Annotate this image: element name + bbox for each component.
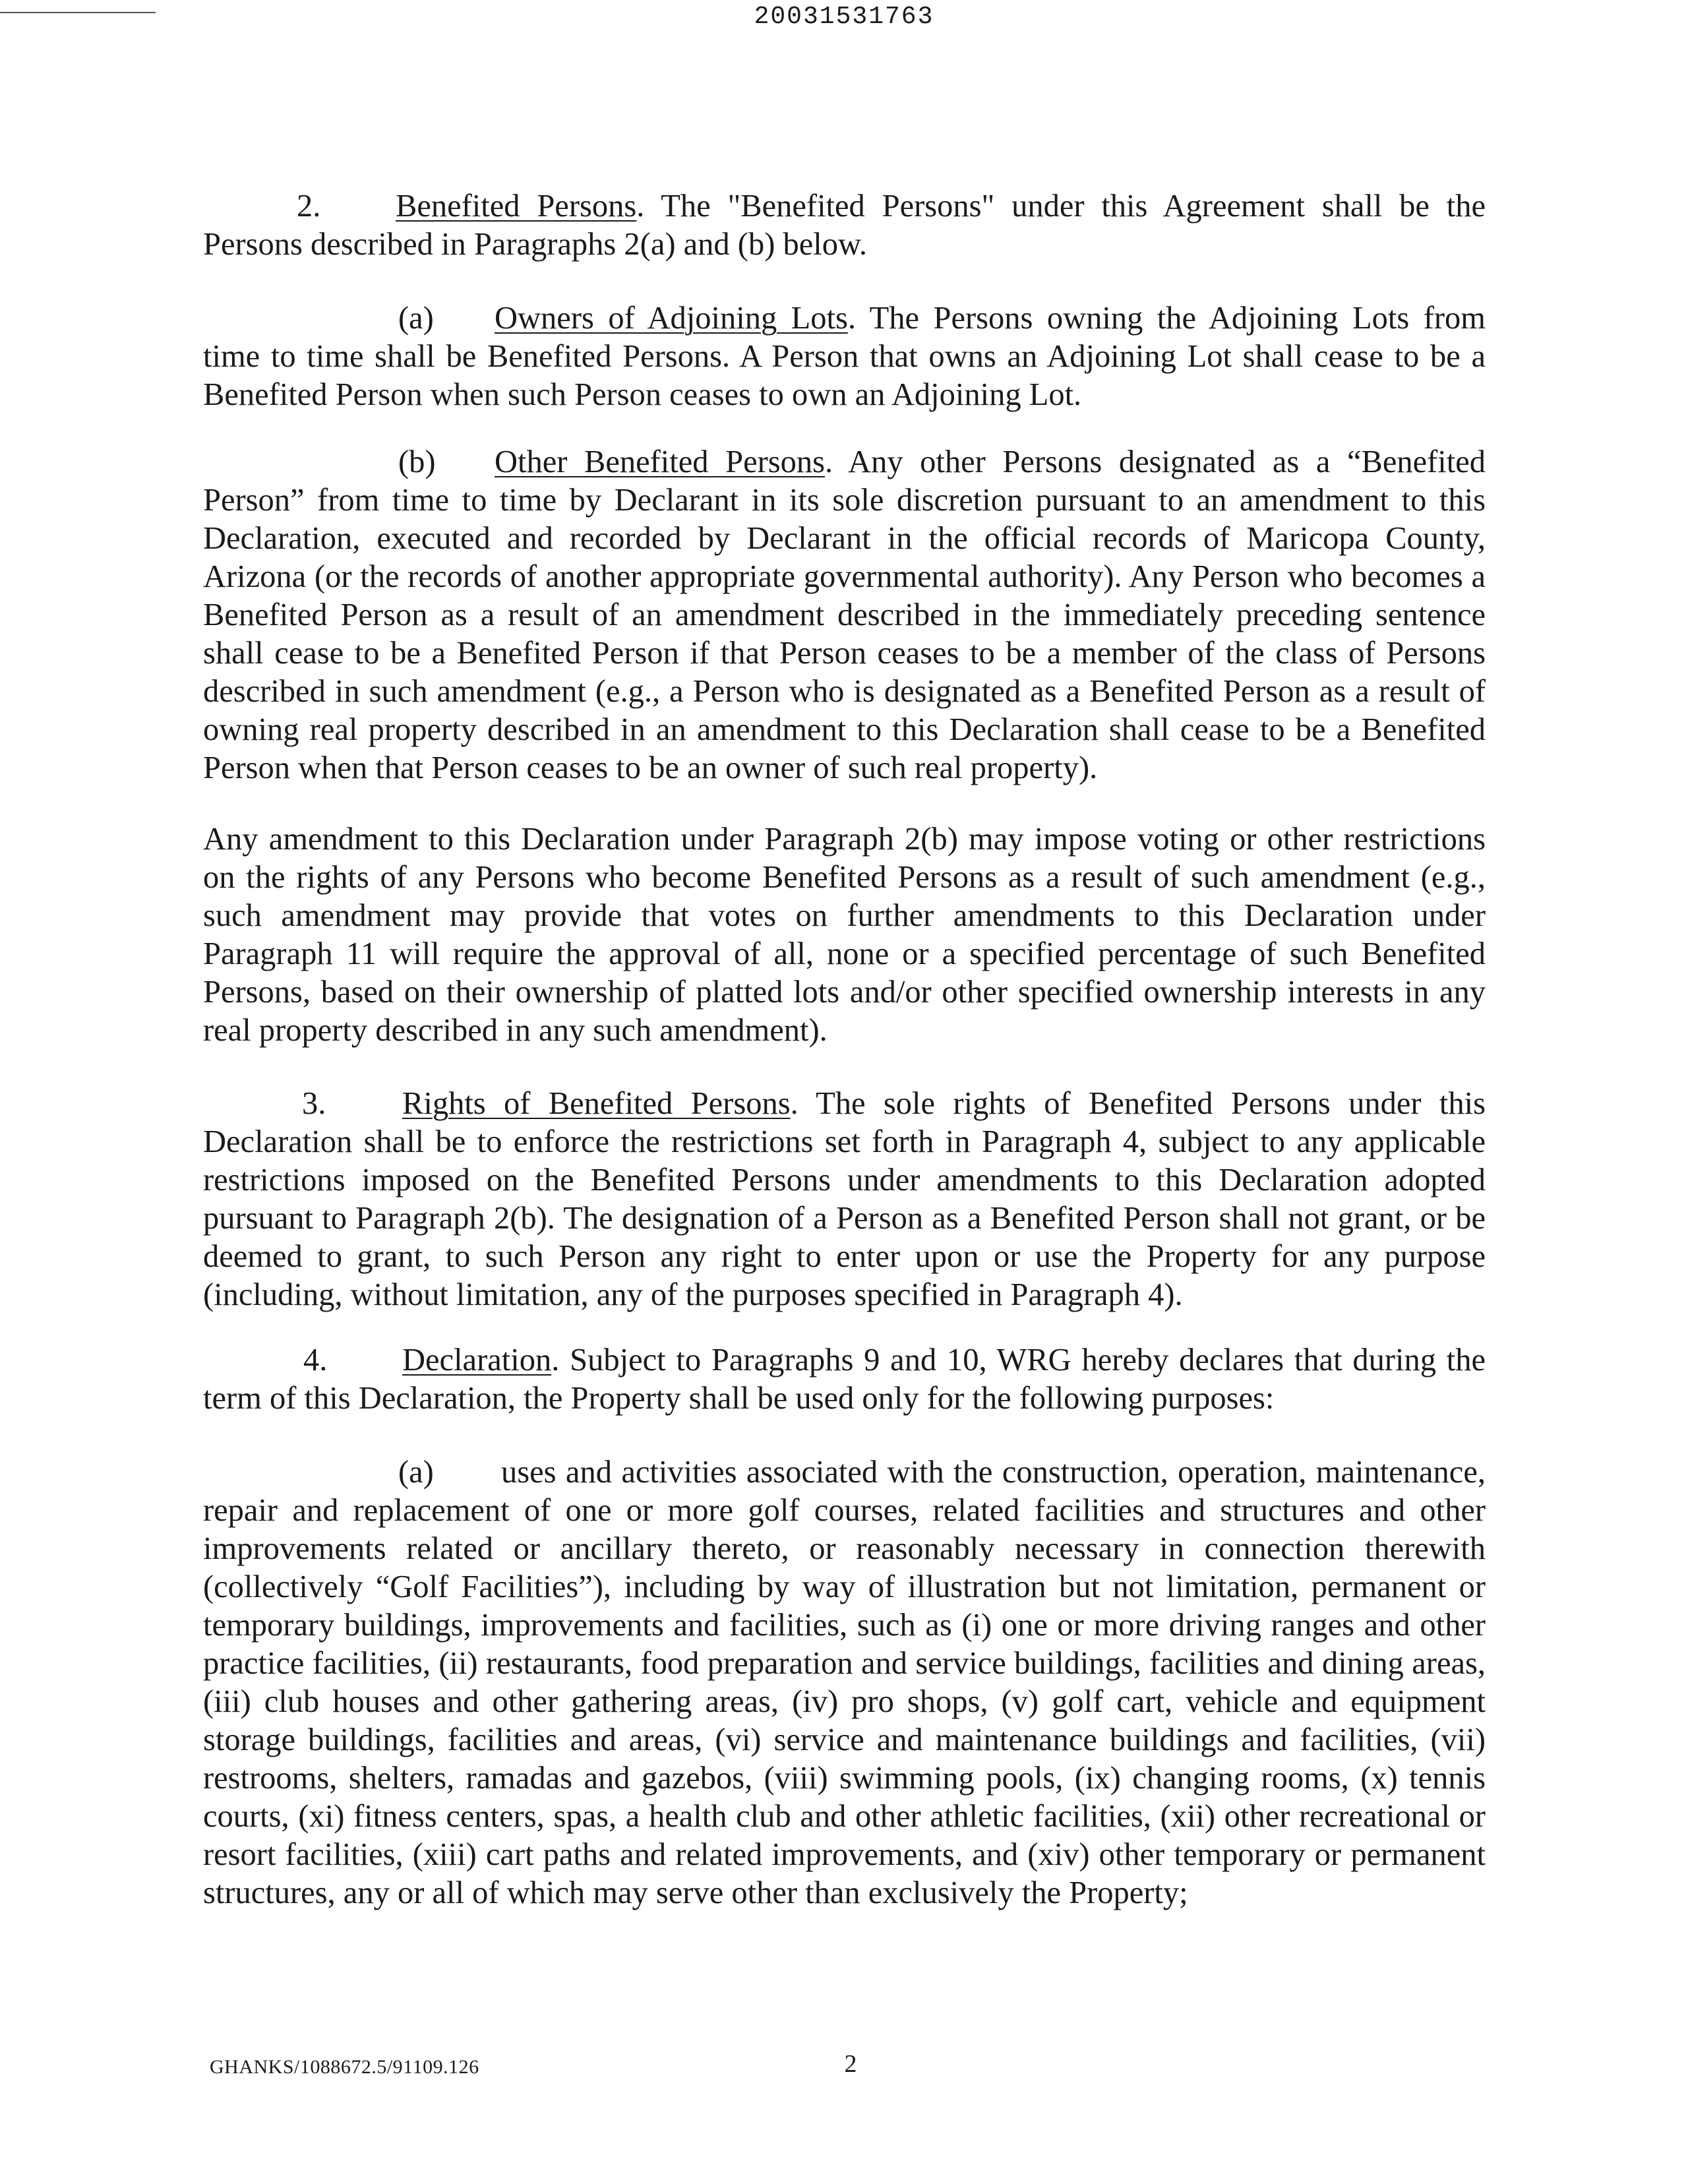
section-number: 2.	[297, 189, 321, 224]
subsection-2a-owners	[203, 299, 1486, 414]
subsection-heading: Owners of Adjoining Lots	[495, 301, 848, 336]
page-number: 2	[844, 2050, 857, 2078]
subsection-number: (b)	[398, 444, 436, 479]
subsection-4a-uses	[203, 1453, 1486, 1912]
section-text: . The "Benefited Persons" under this Agreement shall be the Persons described in Paragraphs 2(a) and (b) below.	[203, 189, 1486, 262]
subsection-2b-other-persons	[203, 443, 1486, 787]
paragraph-text: Any amendment to this Declaration under Paragraph 2(b) may impose voting or other restrictions on the rights of any Persons who become Benefited Persons as a result of such amendment (e.g., such amendment may provide that votes on further amendments to this Declaration under Paragraph 11 will require the approval of all, none or a specified percentage of such Benefited Persons, based on their ownership of platted lots and/or other specified ownership interests in any real property described in any such amendment).	[203, 822, 1486, 1048]
section-text: . The sole rights of Benefited Persons under this Declaration shall be to enforce the restrictions set forth in Paragraph 4, subject to any applicable restrictions imposed on the Benefited Persons under amendments to this Declaration adopted pursuant to Paragraph 2(b). The designation of a Person as a Benefited Person shall not grant, or be deemed to grant, to such Person any right to enter upon or use the Property for any purpose (including, without limitation, any of the purposes specified in Paragraph 4).	[203, 1086, 1486, 1312]
subsection-text: . Any other Persons designated as a “Benefited Person” from time to time by Declarant in its sole discretion pursuant to an amendment to this Declaration, executed and recorded by Declarant in the official records of Maricopa County, Arizona (or the records of another appropriate governmental authority). Any Person who becomes a Benefited Person as a result of an amendment described in the immediately preceding sentence shall cease to be a Benefited Person if that Person ceases to be a member of the class of Persons described in such amendment (e.g., a Person who is designated as a Benefited Person as a result of owning real property described in an amendment to this Declaration shall cease to be a Benefited Person when that Person ceases to be an owner of such real property).	[203, 444, 1486, 785]
subsection-number: (a)	[398, 1455, 434, 1490]
section-number: 4.	[303, 1343, 328, 1378]
amendment-paragraph	[203, 820, 1486, 1050]
section-number: 3.	[302, 1086, 326, 1121]
section-4-declaration	[203, 1341, 1486, 1418]
footer-document-code: GHANKS/1088672.5/91109.126	[210, 2056, 479, 2078]
subsection-text: uses and activities associated with the construction, operation, maintenance, repair and replacement of one or more golf courses, related facilities and structures and other improvements related or ancillary thereto, or reasonably necessary in connection therewith (collectively “Golf Facilities”), including by way of illustration but not limitation, permanent or temporary buildings, improvements and facilities, such as (i) one or more driving ranges and other practice facilities, (ii) restaurants, food preparation and service buildings, facilities and dining areas, (iii) club houses and other gathering areas, (iv) pro shops, (v) golf cart, vehicle and equipment storage buildings, facilities and areas, (vi) service and maintenance buildings and facilities, (vii) restrooms, shelters, ramadas and gazebos, (viii) swimming pools, (ix) changing rooms, (x) tennis courts, (xi) fitness centers, spas, a health club and other athletic facilities, (xii) other recreational or resort facilities, (xiii) cart paths and related improvements, and (xiv) other temporary or permanent structures, any or all of which may serve other than exclusively the Property;	[203, 1455, 1486, 1910]
subsection-text: . The Persons owning the Adjoining Lots from time to time shall be Benefited Persons. A Person that owns an Adjoining Lot shall cease to be a Benefited Person when such Person ceases to own an Adjoining Lot.	[203, 301, 1486, 412]
subsection-heading: Other Benefited Persons	[495, 444, 826, 479]
section-heading: Declaration	[402, 1343, 552, 1378]
subsection-number: (a)	[398, 301, 434, 336]
section-2-benefited-persons	[203, 187, 1486, 264]
section-heading: Rights of Benefited Persons	[402, 1086, 791, 1121]
section-3-rights	[203, 1085, 1486, 1314]
section-heading: Benefited Persons	[396, 189, 637, 224]
document-number: 20031531763	[754, 3, 934, 31]
section-text: . Subject to Paragraphs 9 and 10, WRG hereby declares that during the term of this Declaration, the Property shall be used only for the following purposes:	[203, 1343, 1486, 1416]
